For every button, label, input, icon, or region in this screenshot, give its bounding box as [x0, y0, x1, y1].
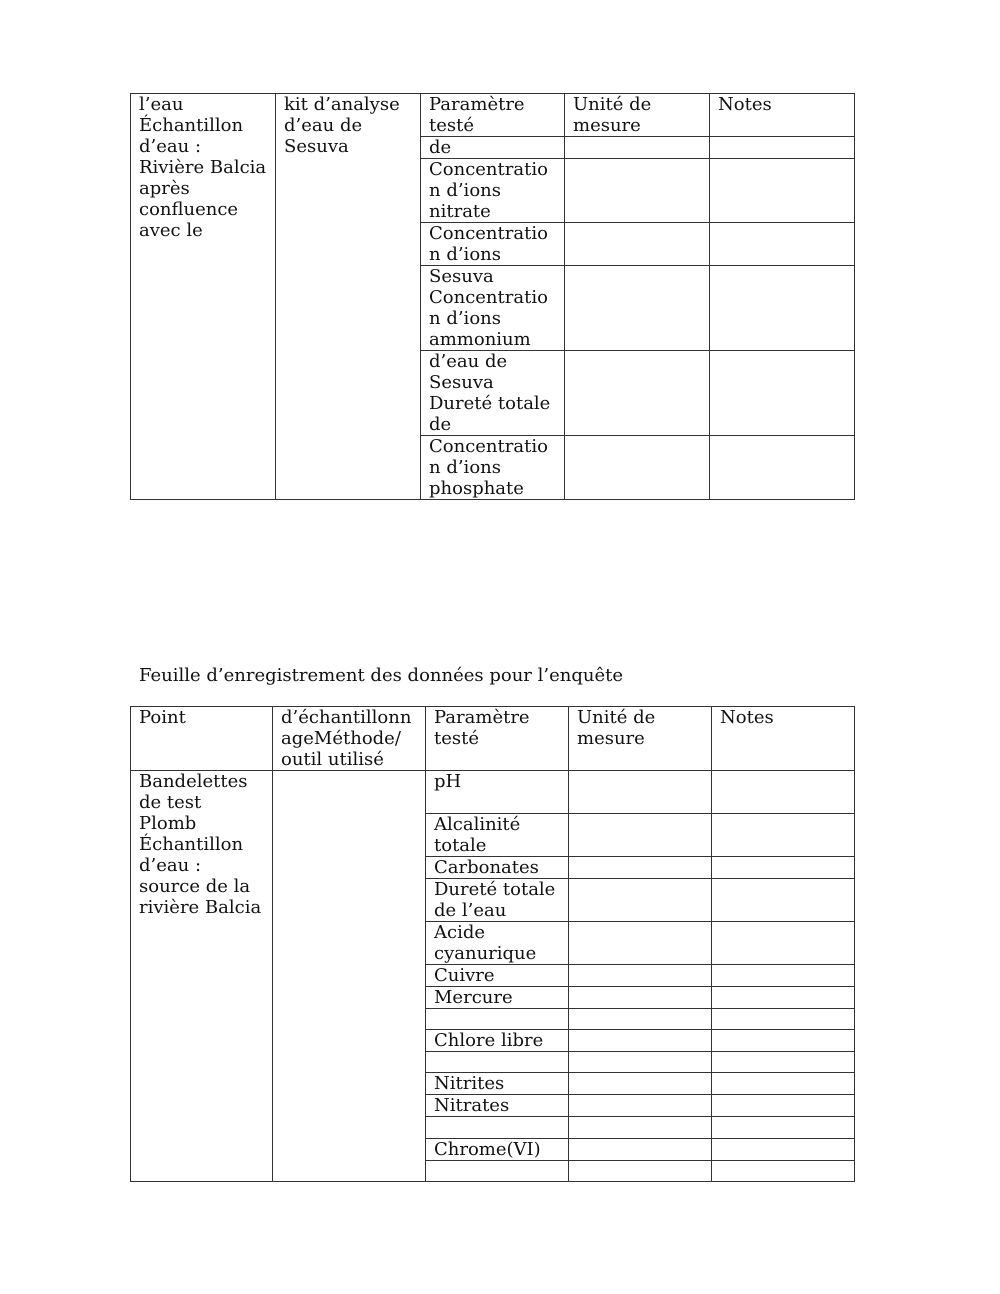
unit-cell[interactable] [569, 1009, 712, 1030]
notes-cell[interactable] [712, 1161, 855, 1182]
table-caption: Feuille d’enregistrement des données pour l’enquête [139, 665, 624, 686]
unit-cell[interactable] [569, 965, 712, 987]
param-cell: de [421, 137, 565, 159]
unit-cell[interactable] [565, 436, 710, 500]
unit-cell[interactable] [569, 1139, 712, 1161]
unit-cell[interactable] [569, 1030, 712, 1052]
unit-cell[interactable] [569, 857, 712, 879]
sample-cell: l’eau Échantillon d’eau : Rivière Balcia après confluence avec le [131, 94, 276, 500]
notes-cell[interactable] [710, 436, 855, 500]
notes-cell[interactable] [710, 159, 855, 223]
method-cell[interactable] [273, 771, 426, 1182]
data-table-2 [130, 706, 855, 1182]
notes-cell[interactable] [712, 1052, 855, 1073]
param-cell [426, 1009, 569, 1030]
param-cell: d’eau de Sesuva Dureté totale de [421, 351, 565, 436]
sample-cell: Bandelettes de test Plomb Échantillon d’eau : source de la rivière Balcia [131, 771, 273, 1182]
param-cell: Concentratio n d’ions nitrate [421, 159, 565, 223]
unit-cell[interactable] [569, 987, 712, 1009]
param-cell: Cuivre [426, 965, 569, 987]
header-param: Paramètre testé [426, 707, 569, 771]
header-method: d’échantillonn ageMéthode/ outil utilisé [273, 707, 426, 771]
header-unit: Unité de mesure [569, 707, 712, 771]
notes-cell[interactable] [712, 1009, 855, 1030]
notes-cell[interactable] [712, 1095, 855, 1117]
notes-cell[interactable] [712, 922, 855, 965]
notes-cell[interactable] [712, 771, 855, 814]
header-param: Paramètre testé [421, 94, 565, 137]
notes-cell[interactable] [712, 1117, 855, 1139]
param-cell: Chlore libre [426, 1030, 569, 1052]
unit-cell[interactable] [569, 1095, 712, 1117]
param-cell [426, 1161, 569, 1182]
data-table-1 [130, 93, 855, 500]
notes-cell[interactable] [712, 1030, 855, 1052]
method-cell: kit d’analyse d’eau de Sesuva [276, 94, 421, 500]
unit-cell[interactable] [569, 1117, 712, 1139]
param-cell: Concentratio n d’ions [421, 223, 565, 266]
header-unit: Unité de mesure [565, 94, 710, 137]
unit-cell[interactable] [565, 159, 710, 223]
notes-cell[interactable] [712, 987, 855, 1009]
param-cell: pH [426, 771, 569, 814]
param-cell: Nitrates [426, 1095, 569, 1117]
unit-cell[interactable] [565, 266, 710, 351]
unit-cell[interactable] [569, 814, 712, 857]
param-cell: Nitrites [426, 1073, 569, 1095]
notes-cell[interactable] [712, 1073, 855, 1095]
header-point: Point [131, 707, 273, 771]
notes-cell[interactable] [712, 814, 855, 857]
param-cell: Chrome(VI) [426, 1139, 569, 1161]
header-notes: Notes [712, 707, 855, 771]
notes-cell[interactable] [710, 266, 855, 351]
param-cell: Sesuva Concentratio n d’ions ammonium [421, 266, 565, 351]
notes-cell[interactable] [712, 1139, 855, 1161]
param-cell: Carbonates [426, 857, 569, 879]
unit-cell[interactable] [569, 1073, 712, 1095]
param-cell: Mercure [426, 987, 569, 1009]
param-cell: Acide cyanurique [426, 922, 569, 965]
param-cell [426, 1052, 569, 1073]
notes-cell[interactable] [710, 351, 855, 436]
unit-cell[interactable] [569, 1052, 712, 1073]
notes-cell[interactable] [712, 879, 855, 922]
unit-cell[interactable] [569, 922, 712, 965]
param-cell: Dureté totale de l’eau [426, 879, 569, 922]
header-notes: Notes [710, 94, 855, 137]
unit-cell[interactable] [569, 1161, 712, 1182]
unit-cell[interactable] [565, 351, 710, 436]
param-cell: Concentratio n d’ions phosphate [421, 436, 565, 500]
notes-cell[interactable] [712, 965, 855, 987]
notes-cell[interactable] [712, 857, 855, 879]
unit-cell[interactable] [569, 771, 712, 814]
unit-cell[interactable] [565, 223, 710, 266]
unit-cell[interactable] [565, 137, 710, 159]
unit-cell[interactable] [569, 879, 712, 922]
notes-cell[interactable] [710, 137, 855, 159]
param-cell [426, 1117, 569, 1139]
notes-cell[interactable] [710, 223, 855, 266]
param-cell: Alcalinité totale [426, 814, 569, 857]
